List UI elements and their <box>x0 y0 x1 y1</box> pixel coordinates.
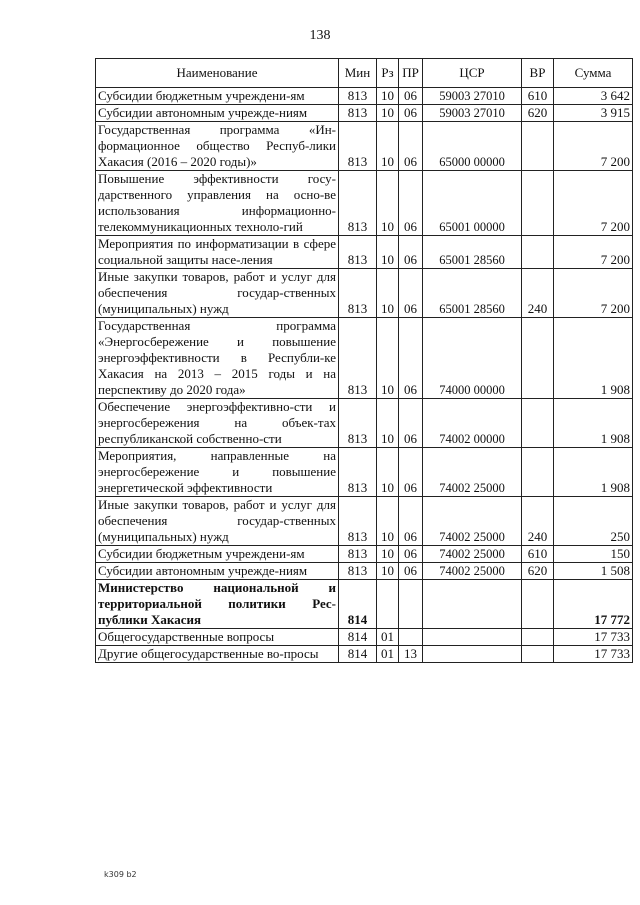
cell-vr: 620 <box>522 105 554 122</box>
cell-vr: 240 <box>522 497 554 546</box>
cell-pr: 06 <box>399 448 423 497</box>
cell-name: Государственная программа «Ин-формационное общество Респуб-лики Хакасия (2016 – 2020 годы)» <box>96 122 339 171</box>
cell-min: 814 <box>339 629 377 646</box>
cell-name: Мероприятия по информатизации в сфере социальной защиты насе-ления <box>96 236 339 269</box>
page-number: 138 <box>309 28 331 43</box>
header-min: Мин <box>339 59 377 88</box>
table-row <box>96 646 633 663</box>
cell-name: Субсидии бюджетным учреждени-ям <box>96 88 339 105</box>
cell-rz: 10 <box>377 88 399 105</box>
table-row <box>96 580 633 629</box>
cell-vr <box>522 171 554 236</box>
cell-min: 813 <box>339 236 377 269</box>
cell-pr: 06 <box>399 497 423 546</box>
table-row <box>96 448 633 497</box>
cell-csr: 65001 28560 <box>423 269 522 318</box>
cell-pr: 06 <box>399 318 423 399</box>
cell-vr: 610 <box>522 88 554 105</box>
cell-vr: 610 <box>522 546 554 563</box>
cell-min: 813 <box>339 269 377 318</box>
table-row <box>96 122 633 171</box>
cell-vr <box>522 448 554 497</box>
cell-rz: 01 <box>377 629 399 646</box>
cell-vr <box>522 629 554 646</box>
table-header-row <box>96 59 633 88</box>
cell-rz <box>377 580 399 629</box>
cell-csr: 74002 25000 <box>423 448 522 497</box>
cell-csr: 74002 25000 <box>423 497 522 546</box>
cell-pr: 06 <box>399 546 423 563</box>
cell-name: Другие общегосударственные во-просы <box>96 646 339 663</box>
header-rz: Рз <box>377 59 399 88</box>
cell-name: Иные закупки товаров, работ и услуг для обеспечения государ-ственных (муниципальных) нужд <box>96 497 339 546</box>
cell-csr: 74002 25000 <box>423 546 522 563</box>
cell-rz: 10 <box>377 399 399 448</box>
cell-name: Министерство национальной и территориальной политики Рес-публики Хакасия <box>96 580 339 629</box>
cell-rz: 10 <box>377 236 399 269</box>
cell-sum: 1 908 <box>554 448 633 497</box>
cell-rz: 10 <box>377 122 399 171</box>
table-row <box>96 629 633 646</box>
footer-code: k309 b2 <box>104 870 137 879</box>
cell-csr <box>423 629 522 646</box>
table-row <box>96 269 633 318</box>
cell-csr: 74002 00000 <box>423 399 522 448</box>
cell-csr: 74000 00000 <box>423 318 522 399</box>
cell-min: 813 <box>339 171 377 236</box>
cell-vr <box>522 236 554 269</box>
header-vr: ВР <box>522 59 554 88</box>
cell-min: 813 <box>339 563 377 580</box>
cell-pr: 06 <box>399 563 423 580</box>
table-row <box>96 171 633 236</box>
cell-rz: 10 <box>377 269 399 318</box>
cell-name: Повышение эффективности госу-дарственного управления на осно-ве использования информационно-телекоммуникационных техноло-гий <box>96 171 339 236</box>
cell-csr: 59003 27010 <box>423 105 522 122</box>
cell-name: Иные закупки товаров, работ и услуг для обеспечения государ-ственных (муниципальных) нужд <box>96 269 339 318</box>
cell-rz: 10 <box>377 497 399 546</box>
cell-csr: 65000 00000 <box>423 122 522 171</box>
cell-csr <box>423 580 522 629</box>
cell-min: 813 <box>339 448 377 497</box>
cell-vr <box>522 122 554 171</box>
cell-vr <box>522 580 554 629</box>
cell-name: Обеспечение энергоэффективно-сти и энергосбережения на объек-тах республиканской собственно-сти <box>96 399 339 448</box>
cell-sum: 250 <box>554 497 633 546</box>
cell-csr <box>423 646 522 663</box>
cell-name: Общегосударственные вопросы <box>96 629 339 646</box>
cell-sum: 7 200 <box>554 171 633 236</box>
header-pr: ПР <box>399 59 423 88</box>
cell-sum: 17 733 <box>554 629 633 646</box>
cell-rz: 10 <box>377 105 399 122</box>
cell-vr: 620 <box>522 563 554 580</box>
cell-rz: 10 <box>377 546 399 563</box>
cell-pr: 06 <box>399 236 423 269</box>
cell-pr: 06 <box>399 88 423 105</box>
cell-min: 813 <box>339 88 377 105</box>
cell-sum: 1 908 <box>554 318 633 399</box>
cell-sum: 17 733 <box>554 646 633 663</box>
cell-pr: 06 <box>399 399 423 448</box>
cell-rz: 10 <box>377 448 399 497</box>
header-name: Наименование <box>96 59 339 88</box>
cell-vr: 240 <box>522 269 554 318</box>
cell-sum: 3 915 <box>554 105 633 122</box>
cell-vr <box>522 318 554 399</box>
cell-name: Мероприятия, направленные на энергосбережение и повышение энергетической эффективности <box>96 448 339 497</box>
cell-min: 813 <box>339 546 377 563</box>
cell-pr: 06 <box>399 105 423 122</box>
cell-vr <box>522 646 554 663</box>
header-sum: Сумма <box>554 59 633 88</box>
cell-csr: 59003 27010 <box>423 88 522 105</box>
cell-sum: 7 200 <box>554 122 633 171</box>
cell-vr <box>522 399 554 448</box>
table-row <box>96 563 633 580</box>
cell-sum: 7 200 <box>554 269 633 318</box>
cell-pr: 06 <box>399 171 423 236</box>
cell-sum: 7 200 <box>554 236 633 269</box>
table-row <box>96 318 633 399</box>
cell-rz: 10 <box>377 318 399 399</box>
table-body <box>96 88 633 663</box>
table-row <box>96 399 633 448</box>
cell-name: Субсидии автономным учрежде-ниям <box>96 563 339 580</box>
cell-min: 813 <box>339 399 377 448</box>
cell-rz: 01 <box>377 646 399 663</box>
cell-pr: 06 <box>399 269 423 318</box>
cell-min: 813 <box>339 105 377 122</box>
cell-min: 814 <box>339 580 377 629</box>
table-row <box>96 88 633 105</box>
cell-rz: 10 <box>377 171 399 236</box>
cell-min: 813 <box>339 122 377 171</box>
cell-rz: 10 <box>377 563 399 580</box>
cell-name: Субсидии автономным учрежде-ниям <box>96 105 339 122</box>
cell-sum: 1 908 <box>554 399 633 448</box>
cell-sum: 150 <box>554 546 633 563</box>
cell-min: 813 <box>339 318 377 399</box>
table-row <box>96 497 633 546</box>
cell-pr <box>399 629 423 646</box>
cell-sum: 17 772 <box>554 580 633 629</box>
cell-min: 813 <box>339 497 377 546</box>
cell-csr: 65001 28560 <box>423 236 522 269</box>
table-row <box>96 236 633 269</box>
cell-pr: 06 <box>399 122 423 171</box>
table-row <box>96 546 633 563</box>
table-row <box>96 105 633 122</box>
budget-table <box>95 58 633 663</box>
cell-sum: 3 642 <box>554 88 633 105</box>
cell-name: Государственная программа «Энергосбережение и повышение энергоэффективности в Республи-ке Хакасия на 2013 – 2015 годы и на перспективу до 2020 года» <box>96 318 339 399</box>
header-csr: ЦСР <box>423 59 522 88</box>
cell-pr <box>399 580 423 629</box>
cell-min: 814 <box>339 646 377 663</box>
cell-sum: 1 508 <box>554 563 633 580</box>
cell-pr: 13 <box>399 646 423 663</box>
cell-name: Субсидии бюджетным учреждени-ям <box>96 546 339 563</box>
cell-csr: 74002 25000 <box>423 563 522 580</box>
cell-csr: 65001 00000 <box>423 171 522 236</box>
